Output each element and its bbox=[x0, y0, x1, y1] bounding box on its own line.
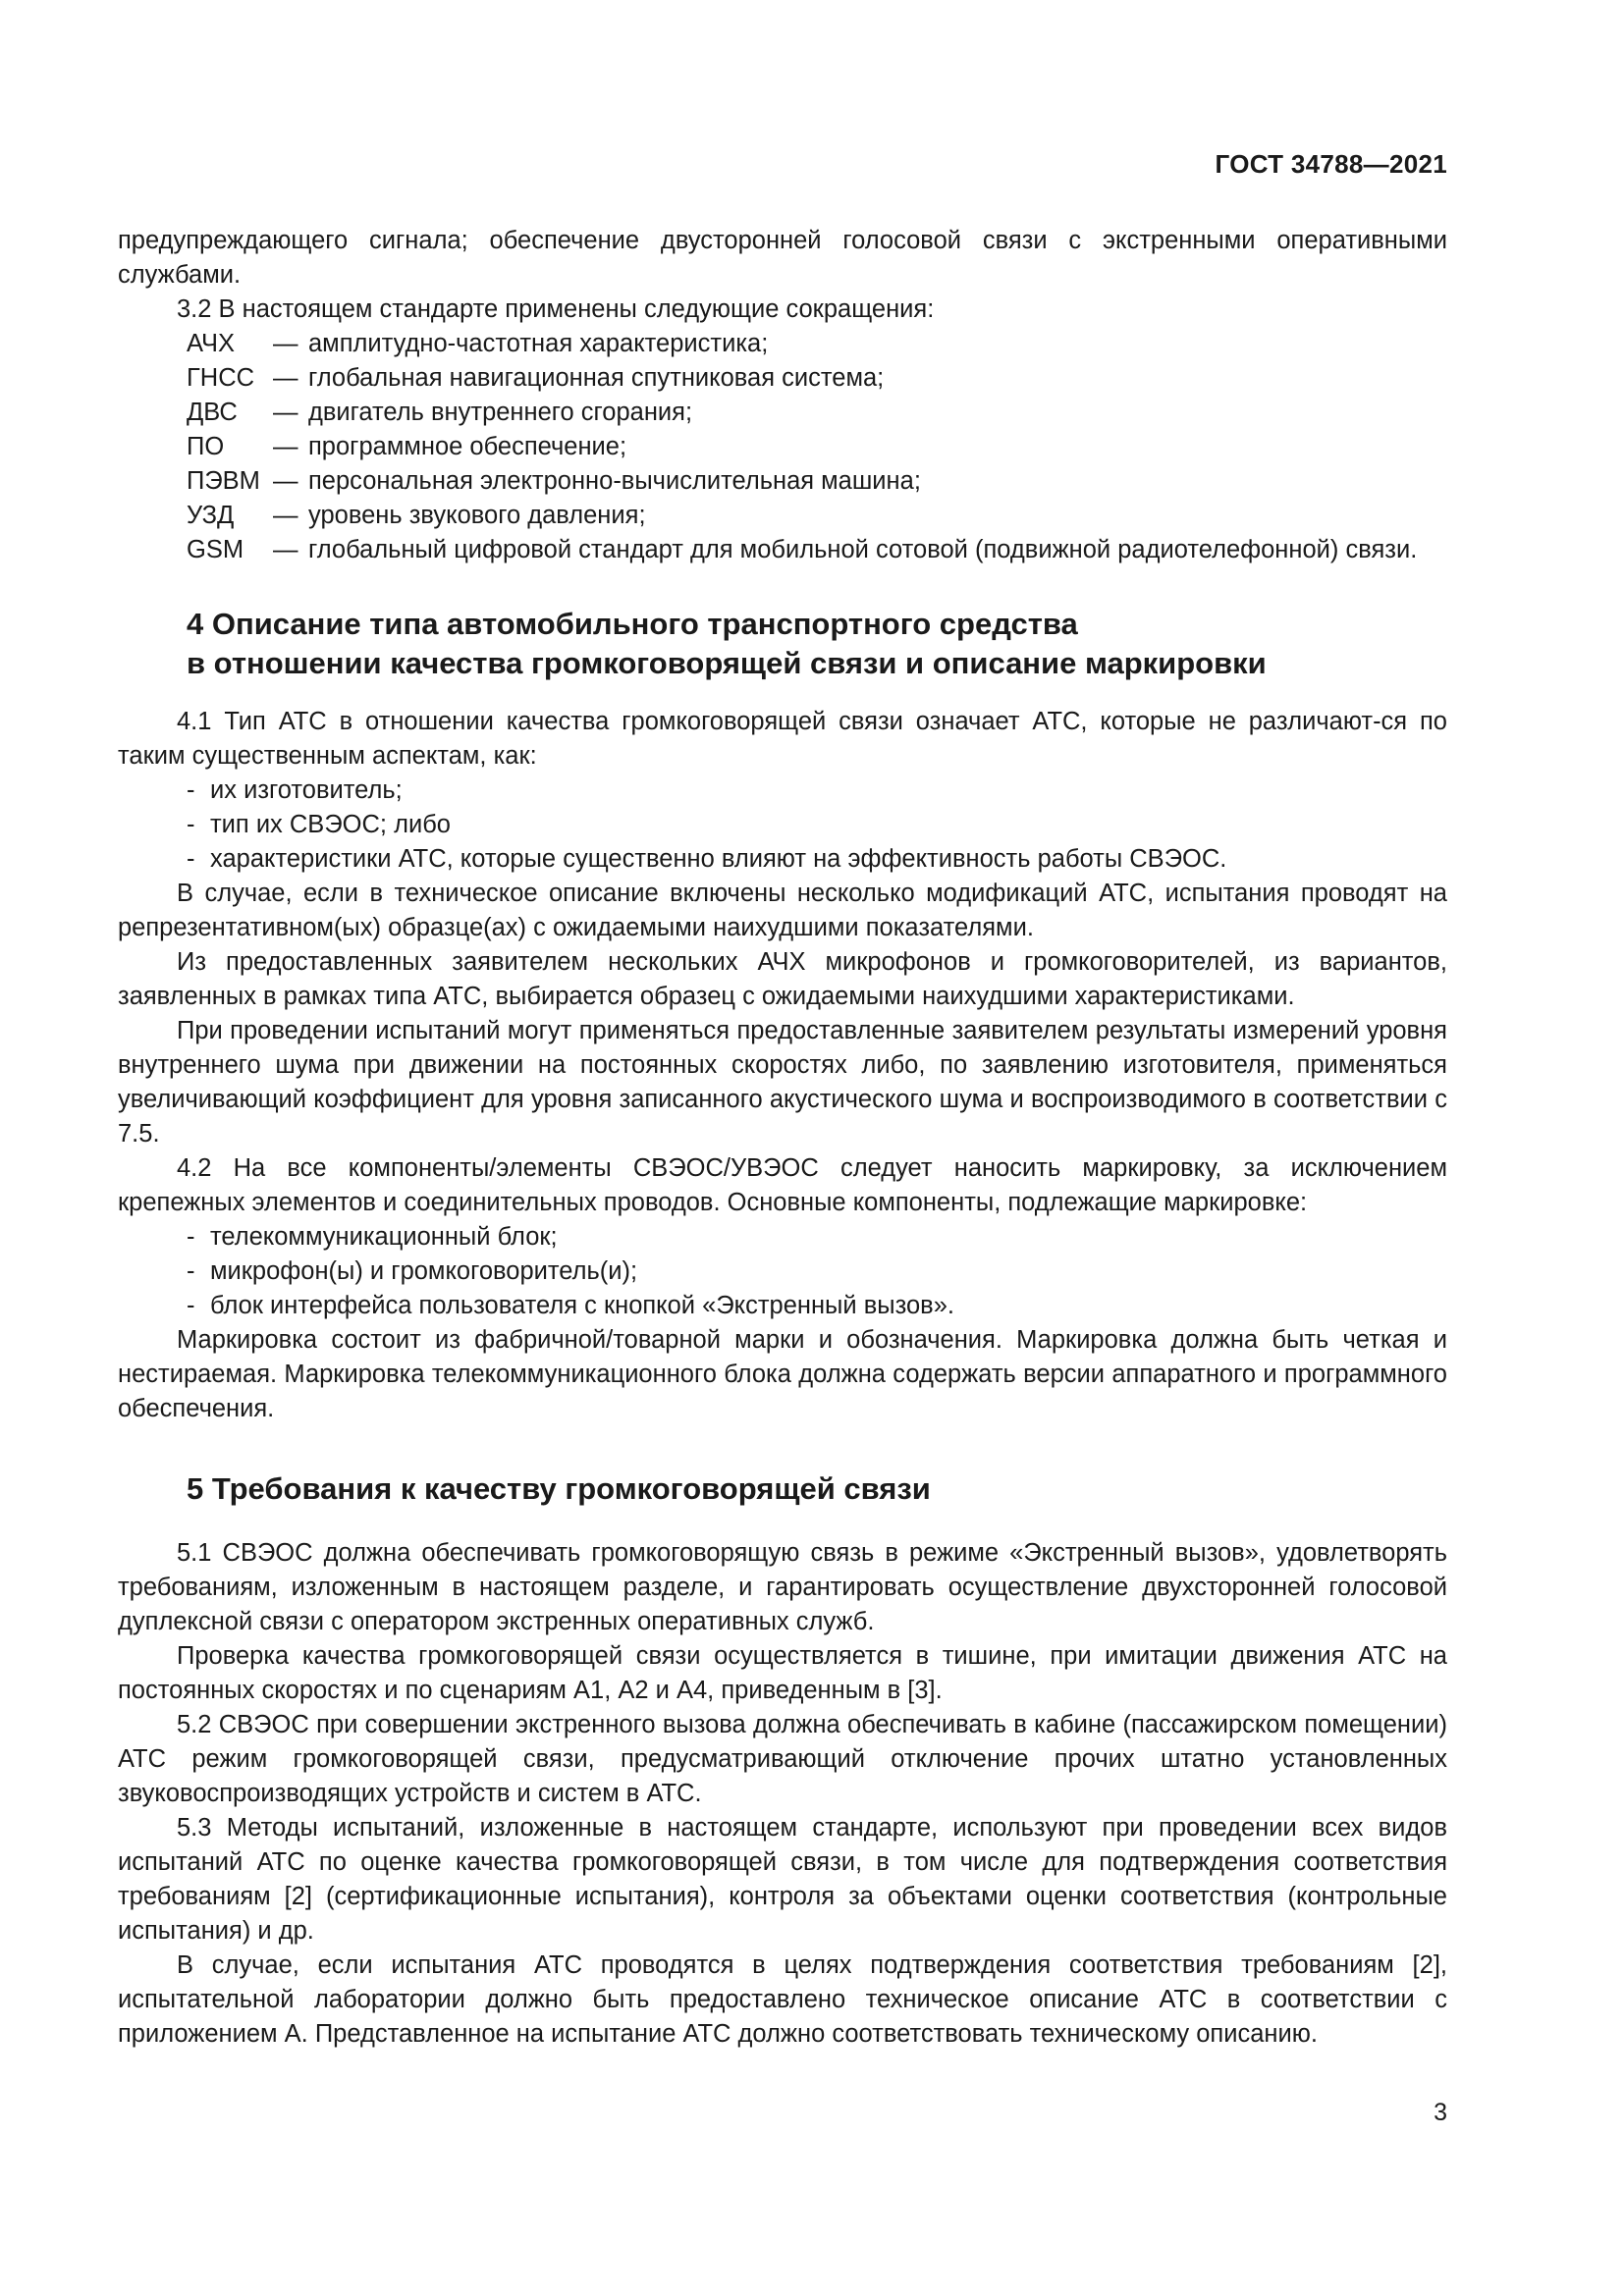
list-item: - тип их СВЭОС; либо bbox=[187, 811, 451, 838]
abbreviation-row bbox=[118, 361, 1447, 396]
paragraph-5-1: 5.1 СВЭОС должна обеспечивать громкоговорящую связь в режиме «Экстренный вызов», удовлетворять требованиям, изложенным в настоящем разделе, и гарантировать осуществление двухсторонней голосовой дуплексной связи с оператором экстренных оперативных служб. bbox=[118, 1539, 1447, 1635]
paragraph: В случае, если в техническое описание включены несколько модификаций АТС, испытания проводят на репрезентативном(ых) образце(ах) с ожидаемыми наихудшими показателями. bbox=[118, 880, 1447, 941]
em-dash: — bbox=[273, 399, 298, 426]
em-dash: — bbox=[273, 467, 298, 495]
abbreviation-row bbox=[118, 396, 1447, 430]
em-dash: — bbox=[273, 433, 298, 460]
section-4-heading-line2: в отношении качества громкоговорящей связи и описание маркировки bbox=[187, 646, 1267, 680]
list-item-text: блок интерфейса пользователя с кнопкой «Экстренный вызов». bbox=[210, 1292, 954, 1319]
abbreviation-key: ПЭВМ bbox=[187, 467, 260, 495]
abbreviation-value: амплитудно-частотная характеристика; bbox=[308, 330, 769, 357]
em-dash: — bbox=[273, 330, 298, 357]
section-4-heading bbox=[118, 605, 1447, 683]
abbreviation-row bbox=[118, 464, 1447, 499]
list-item: - блок интерфейса пользователя с кнопкой «Экстренный вызов». bbox=[187, 1292, 954, 1319]
abbreviation-key: GSM bbox=[187, 536, 244, 563]
paragraph: Из предоставленных заявителем нескольких АЧХ микрофонов и громкоговорителей, из вариантов, заявленных в рамках типа АТС, выбирается образец с ожидаемыми наихудшими характеристиками. bbox=[118, 948, 1447, 1010]
abbreviation-row bbox=[118, 533, 1447, 567]
abbreviation-key: АЧХ bbox=[187, 330, 236, 357]
abbreviation-row bbox=[118, 430, 1447, 464]
paragraph-4-1: 4.1 Тип АТС в отношении качества громкоговорящей связи означает АТС, которые не различают-ся по таким существенным аспектам, как: bbox=[118, 708, 1447, 770]
abbreviation-key: ПО bbox=[187, 433, 225, 460]
abbreviation-value: глобальная навигационная спутниковая система; bbox=[308, 364, 885, 392]
abbreviation-key: ДВС bbox=[187, 399, 238, 426]
abbreviation-value: уровень звукового давления; bbox=[308, 502, 646, 529]
abbreviation-row bbox=[118, 499, 1447, 533]
list-item-text: тип их СВЭОС; либо bbox=[210, 811, 451, 838]
document-header: ГОСТ 34788—2021 bbox=[1215, 149, 1447, 179]
document-body bbox=[118, 224, 1447, 2052]
list-item: - микрофон(ы) и громкоговоритель(и); bbox=[187, 1257, 638, 1285]
list-item-text: микрофон(ы) и громкоговоритель(и); bbox=[210, 1257, 638, 1285]
abbreviation-row bbox=[118, 327, 1447, 361]
paragraph: Проверка качества громкоговорящей связи осуществляется в тишине, при имитации движения АТС на постоянных скоростях и по сценариям А1, А2 и А4, приведенным в [3]. bbox=[118, 1642, 1447, 1704]
em-dash: — bbox=[273, 536, 298, 563]
list-item: - характеристики АТС, которые существенно влияют на эффективность работы СВЭОС. bbox=[187, 845, 1227, 873]
abbreviation-value: программное обеспечение; bbox=[308, 433, 627, 460]
paragraph-5-3: 5.3 Методы испытаний, изложенные в настоящем стандарте, используют при проведении всех видов испытаний АТС по оценке качества громкоговорящей связи, в том числе для подтверждения соответствия требованиям [2] (сертификационные испытания), контроля за объектами оценки соответствия (контрольные испытания) и др. bbox=[118, 1814, 1447, 1945]
abbreviation-value: персональная электронно-вычислительная машина; bbox=[308, 467, 921, 495]
paragraph: Маркировка состоит из фабричной/товарной марки и обозначения. Маркировка должна быть четкая и нестираемая. Маркировка телекоммуникационного блока должна содержать версии аппаратного и программного обеспечения. bbox=[118, 1326, 1447, 1422]
list-item: - телекоммуникационный блок; bbox=[187, 1223, 558, 1251]
paragraph: В случае, если испытания АТС проводятся в целях подтверждения соответствия требованиям [2], испытательной лаборатории должно быть предоставлено техническое описание АТС в соответствии с приложением А. Представленное на испытание АТС должно соответствовать техническому описанию. bbox=[118, 1951, 1447, 2048]
section-5-heading: 5 Требования к качеству громкоговорящей связи bbox=[187, 1471, 931, 1506]
abbreviations-list bbox=[118, 327, 1447, 567]
paragraph-5-2: 5.2 СВЭОС при совершении экстренного вызова должна обеспечивать в кабине (пассажирском помещении) АТС режим громкоговорящей связи, предусматривающий отключение прочих штатно установленных звуковоспроизводящих устройств и систем в АТС. bbox=[118, 1711, 1447, 1807]
list-item-text: их изготовитель; bbox=[210, 776, 403, 804]
paragraph-4-2: 4.2 На все компоненты/элементы СВЭОС/УВЭОС следует наносить маркировку, за исключением крепежных элементов и соединительных проводов. Основные компоненты, подлежащие маркировке: bbox=[118, 1154, 1447, 1216]
page-number: 3 bbox=[1434, 2099, 1447, 2126]
section-4-heading-line1: 4 Описание типа автомобильного транспортного средства bbox=[187, 607, 1078, 641]
list-item-text: телекоммуникационный блок; bbox=[210, 1223, 558, 1251]
abbreviation-key: ГНСС bbox=[187, 364, 255, 392]
continuation-paragraph: предупреждающего сигнала; обеспечение двусторонней голосовой связи с экстренными оперативными службами. bbox=[118, 227, 1447, 289]
em-dash: — bbox=[273, 502, 298, 529]
abbreviation-value: глобальный цифровой стандарт для мобильной сотовой (подвижной радиотелефонной) связи. bbox=[308, 536, 1418, 563]
abbreviation-value: двигатель внутреннего сгорания; bbox=[308, 399, 693, 426]
list-item: - их изготовитель; bbox=[187, 776, 403, 804]
list-item-text: характеристики АТС, которые существенно влияют на эффективность работы СВЭОС. bbox=[210, 845, 1227, 873]
em-dash: — bbox=[273, 364, 298, 392]
abbreviations-intro: 3.2 В настоящем стандарте применены следующие сокращения: bbox=[177, 295, 935, 323]
abbreviation-key: УЗД bbox=[187, 502, 235, 529]
paragraph: При проведении испытаний могут применяться предоставленные заявителем результаты измерений уровня внутреннего шума при движении на постоянных скоростях либо, по заявлению изготовителя, применяться увеличивающий коэффициент для уровня записанного акустического шума и воспроизводимого в соответствии с 7.5. bbox=[118, 1017, 1447, 1148]
